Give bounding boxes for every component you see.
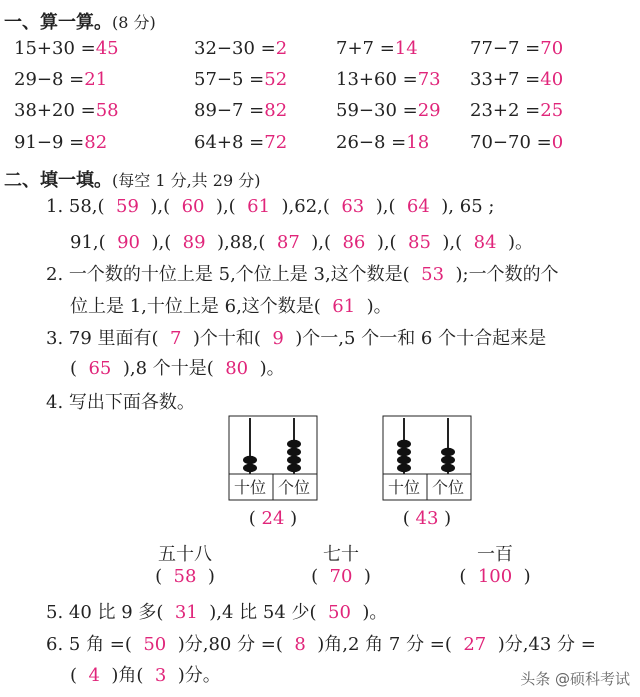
question-text: ),62,( — [281, 196, 330, 217]
question-text: )。 — [362, 602, 388, 623]
abacus-bead — [287, 448, 301, 456]
calc-item — [194, 100, 287, 121]
section-2-score-note: (每空 1 分,共 29 分) — [112, 171, 261, 190]
abacus-1-answer-value: 24 — [261, 508, 285, 529]
watermark: 头条 @硕科考试 — [520, 670, 630, 688]
abacus-bead — [441, 464, 455, 472]
abacus-place-label: 十位 — [233, 478, 267, 497]
answer-blank: 59 — [104, 196, 151, 217]
abacus-bead — [243, 456, 257, 464]
question-text: )分,43 分 = — [497, 634, 596, 655]
section-1-heading — [4, 8, 156, 34]
abacus-bead — [287, 440, 301, 448]
question-text: ( — [70, 665, 78, 686]
question-text: )分。 — [177, 665, 221, 686]
calc-item — [194, 38, 287, 59]
abacus-1-answer: ( 24 ) — [248, 508, 298, 529]
question-3-line-1 — [46, 324, 546, 350]
question-text: )个十和( — [192, 328, 261, 349]
question-6-line-2 — [70, 661, 221, 687]
question-text: ),8 个十是( — [122, 358, 214, 379]
calc-answer: 29 — [417, 100, 441, 121]
answer-blank: 61 — [235, 196, 282, 217]
question-2-line-1 — [46, 260, 559, 286]
calc-expression: 23+2 = — [470, 100, 541, 121]
abacus-place-label: 个位 — [431, 478, 465, 497]
calc-item — [14, 100, 119, 121]
word-number-2-answer-value: 70 — [329, 566, 353, 587]
answer-blank: 90 — [105, 232, 152, 253]
answer-blank: 84 — [462, 232, 508, 253]
question-5-line-1 — [46, 598, 387, 624]
question-text: );一个数的个 — [455, 264, 559, 285]
calc-item — [336, 38, 418, 59]
answer-blank: 8 — [282, 634, 318, 655]
abacus-bead — [397, 440, 411, 448]
question-text: ),( — [151, 232, 172, 253]
answer-blank: 50 — [131, 634, 178, 655]
word-number-2-answer: ( 70 ) — [311, 566, 371, 587]
calc-item — [470, 100, 563, 121]
question-text: ),( — [150, 196, 171, 217]
abacus-frame — [383, 416, 471, 474]
calc-expression: 77−7 = — [470, 38, 541, 59]
abacus-2-answer: ( 43 ) — [402, 508, 452, 529]
calc-expression: 29−8 = — [14, 69, 85, 90]
calc-expression: 89−7 = — [194, 100, 265, 121]
abacus-2-answer-value: 43 — [415, 508, 439, 529]
calc-item — [336, 132, 429, 153]
calc-item — [14, 38, 119, 59]
calc-expression: 64+8 = — [194, 132, 265, 153]
question-text: 91,( — [70, 232, 106, 253]
answer-blank: 86 — [331, 232, 377, 253]
question-text: 2. 一个数的十位上是 5,个位上是 3,这个数是( — [46, 264, 410, 285]
abacus-bead — [287, 464, 301, 472]
calc-answer: 45 — [95, 38, 119, 59]
calc-answer: 0 — [551, 132, 564, 153]
answer-blank: 50 — [316, 602, 363, 623]
calc-item — [14, 69, 107, 90]
word-number-2: 七十 — [323, 544, 359, 565]
abacus-bead — [287, 456, 301, 464]
question-text: ), 65 ; — [441, 196, 495, 217]
question-text: 位上是 1,十位上是 6,这个数是( — [70, 296, 321, 317]
answer-blank: 31 — [163, 602, 210, 623]
calc-item — [194, 69, 287, 90]
word-number-1-answer-value: 58 — [173, 566, 197, 587]
answer-blank: 87 — [265, 232, 312, 253]
answer-blank: 60 — [170, 196, 216, 217]
abacus-bead — [441, 456, 455, 464]
question-text: 6. 5 角 =( — [46, 634, 132, 655]
calc-expression: 32−30 = — [194, 38, 276, 59]
abacus-1 — [228, 414, 318, 504]
question-text: 5. 40 比 9 多( — [46, 602, 164, 623]
question-text: )。 — [507, 232, 533, 253]
calc-answer: 73 — [417, 69, 441, 90]
question-text: )。 — [366, 296, 392, 317]
calc-expression: 13+60 = — [336, 69, 418, 90]
question-text: ),( — [376, 232, 397, 253]
calc-expression: 38+20 = — [14, 100, 96, 121]
calc-answer: 72 — [264, 132, 288, 153]
question-text: )分,80 分 =( — [177, 634, 283, 655]
word-number-1-answer: ( 58 ) — [155, 566, 215, 587]
calc-expression: 70−70 = — [470, 132, 552, 153]
calc-expression: 26−8 = — [336, 132, 407, 153]
abacus-bead — [441, 448, 455, 456]
calc-answer: 14 — [394, 38, 418, 59]
calc-answer: 82 — [84, 132, 108, 153]
abacus-bead — [243, 464, 257, 472]
answer-blank: 65 — [77, 358, 123, 379]
answer-blank: 89 — [171, 232, 218, 253]
calc-expression: 91−9 = — [14, 132, 85, 153]
abacus-frame — [229, 416, 317, 474]
question-text: 3. 79 里面有( — [46, 328, 159, 349]
calc-item — [194, 132, 287, 153]
question-1-line-1 — [46, 196, 494, 217]
calc-item — [470, 132, 563, 153]
answer-blank: 7 — [158, 328, 193, 349]
question-1-line-2 — [70, 228, 533, 254]
question-text: ),88,( — [217, 232, 266, 253]
calc-expression: 57−5 = — [194, 69, 265, 90]
answer-blank: 53 — [409, 264, 456, 285]
section-2-heading — [4, 166, 260, 192]
answer-blank: 9 — [260, 328, 296, 349]
word-number-1: 五十八 — [158, 544, 212, 565]
word-number-3-answer: ( 100 ) — [459, 566, 531, 587]
answer-blank: 3 — [143, 665, 178, 686]
question-6-line-1 — [46, 630, 596, 656]
calc-item — [336, 100, 441, 121]
word-number-3: 一百 — [477, 544, 513, 565]
question-text: ),( — [311, 232, 332, 253]
calc-answer: 58 — [95, 100, 119, 121]
question-text: )角( — [111, 665, 144, 686]
calc-answer: 21 — [84, 69, 108, 90]
calc-answer: 82 — [264, 100, 288, 121]
section-2-title: 二、填一填。 — [4, 170, 112, 191]
calc-expression: 7+7 = — [336, 38, 395, 59]
question-text: ),( — [375, 196, 396, 217]
calc-answer: 25 — [540, 100, 564, 121]
question-3-line-2 — [70, 354, 285, 380]
question-text: ),( — [442, 232, 463, 253]
calc-item — [14, 132, 107, 153]
question-text: )角,2 角 7 分 =( — [317, 634, 452, 655]
answer-blank: 4 — [77, 665, 112, 686]
question-4-title: 4. 写出下面各数。 — [46, 392, 195, 413]
section-1-title: 一、算一算。 — [4, 12, 112, 33]
abacus-place-label: 十位 — [387, 478, 421, 497]
answer-blank: 64 — [395, 196, 442, 217]
calc-answer: 2 — [275, 38, 288, 59]
calc-expression: 59−30 = — [336, 100, 418, 121]
calc-item — [336, 69, 441, 90]
section-1-score-note: (8 分) — [112, 13, 156, 32]
answer-blank: 61 — [320, 296, 367, 317]
calc-answer: 70 — [540, 38, 564, 59]
question-text: 1. 58,( — [46, 196, 105, 217]
word-number-3-answer-value: 100 — [477, 566, 513, 587]
question-text: )个一,5 个一和 6 个十合起来是 — [295, 328, 547, 349]
abacus-bead — [397, 456, 411, 464]
abacus-place-label: 个位 — [277, 478, 311, 497]
question-text: ),4 比 54 少( — [209, 602, 317, 623]
question-text: )。 — [259, 358, 285, 379]
calc-expression: 15+30 = — [14, 38, 96, 59]
abacus-2 — [382, 414, 472, 504]
calc-answer: 18 — [406, 132, 430, 153]
answer-blank: 27 — [451, 634, 498, 655]
question-text: ( — [70, 358, 78, 379]
calc-expression: 33+7 = — [470, 69, 541, 90]
calc-item — [470, 69, 563, 90]
calc-answer: 40 — [540, 69, 564, 90]
question-2-line-2 — [70, 292, 392, 318]
answer-blank: 80 — [213, 358, 260, 379]
abacus-bead — [397, 448, 411, 456]
abacus-bead — [397, 464, 411, 472]
question-text: ),( — [215, 196, 236, 217]
answer-blank: 63 — [329, 196, 376, 217]
calc-item — [470, 38, 563, 59]
answer-blank: 85 — [396, 232, 443, 253]
calc-answer: 52 — [264, 69, 288, 90]
